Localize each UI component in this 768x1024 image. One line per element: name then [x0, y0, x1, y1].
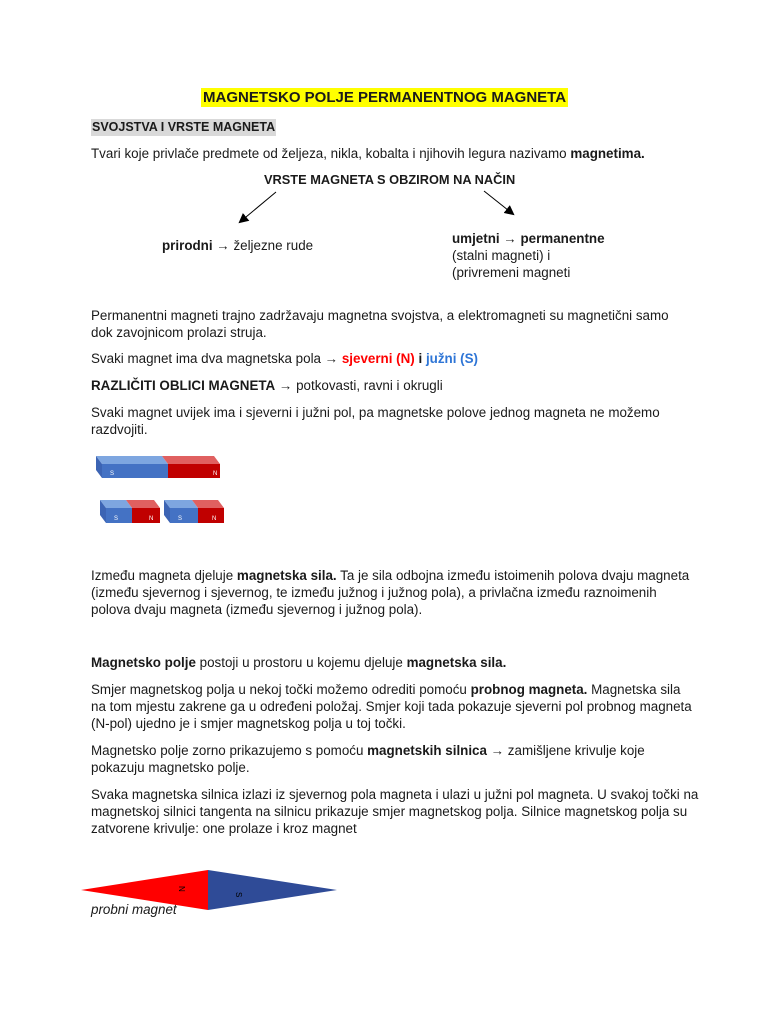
p6-a: Između magneta djeluje [91, 568, 237, 583]
small1-s: S [114, 516, 119, 522]
diagram-left-label [162, 237, 313, 254]
long-bar-magnet [96, 456, 220, 478]
p10-line1: Svaka magnetska silnica izlazi iz sjevernog pola magneta i ulazi u južni pol magneta. U svakoj točki na [91, 787, 699, 802]
p5-line1: Svaki magnet uvijek ima i sjeverni i južni pol, pa magnetske polove jednog magneta ne možemo [91, 405, 660, 420]
left-bold: prirodni [162, 238, 213, 253]
diagram-heading: VRSTE MAGNETA S OBZIROM NA NAČIN [264, 172, 516, 187]
p9-bold: magnetskih silnica [367, 743, 487, 758]
p8-line2: na tom mjestu zakrene ga u određeni položaj. Smjer koji tada pokazuje sjeverni pol probnog magneta [91, 699, 692, 714]
paragraph-field-direction [91, 681, 692, 732]
paragraph-field-definition [91, 654, 506, 671]
paragraph-shapes [91, 377, 443, 394]
arrow-left [240, 192, 276, 222]
page-title: MAGNETSKO POLJE PERMANENTNOG MAGNETA [203, 89, 567, 106]
p8-b: Magnetska sila [587, 682, 681, 697]
p6-bold: magnetska sila. [236, 568, 337, 583]
section-heading: SVOJSTVA I VRSTE MAGNETA [92, 120, 276, 134]
paragraph-field-lines [91, 742, 645, 776]
p6-line2: (između sjevernog i sjevernog, te između južnog i južnog pola), a privlačna između raznoimenih [91, 585, 657, 600]
p8-a: Smjer magnetskog polja u nekoj točki možemo odrediti pomoću [91, 682, 471, 697]
right-bold2: permanentne [520, 231, 605, 246]
p1-text: Tvari koje privlače predmete od željeza, nikla, kobalta i njihovih legura nazivamo [91, 146, 571, 161]
p8-line3: (N-pol) ujedno je i smjer magnetskog polja u toj točki. [91, 716, 406, 731]
diagram-right-label [452, 230, 605, 281]
left-rest: željezne rude [233, 238, 314, 253]
paragraph-inseparable [91, 404, 660, 438]
p1-bold: magnetima. [570, 146, 645, 161]
p8-bold: probnog magneta. [470, 682, 588, 697]
north-pole-label: sjeverni (N) [341, 351, 415, 366]
p9-line2: pokazuju magnetsko polje. [91, 760, 250, 775]
paragraph-permanent [91, 307, 669, 341]
p6-b: Ta je sila odbojna između istoimenih polova dvaju magneta [336, 568, 690, 583]
right-arrow: → [499, 231, 521, 246]
p4-bold: RAZLIČITI OBLICI MAGNETA [91, 378, 276, 393]
arrow-right [484, 191, 513, 214]
right-line4: (privremeni magneti [452, 265, 571, 280]
p3-and: i [414, 351, 426, 366]
p9-a: Magnetsko polje zorno prikazujemo s pomoću [91, 743, 368, 758]
south-pole-label: južni (S) [425, 351, 479, 366]
needle-south-half [208, 870, 337, 910]
small1-n: N [149, 516, 154, 522]
small2-s: S [178, 516, 183, 522]
p2-line2: dok zavojnicom prolazi struja. [91, 325, 267, 340]
long-magnet-n: N [213, 471, 218, 477]
compass-caption: probni magnet [91, 902, 177, 917]
needle-n-label: N [177, 886, 186, 892]
p10-line3: zatvorene krivulje: one prolaze i kroz magnet [91, 821, 357, 836]
small2-n: N [212, 516, 217, 522]
p2-line1: Permanentni magneti trajno zadržavaju magnetna svojstva, a elektromagneti su magnetični samo [91, 308, 669, 323]
right-bold: umjetni [452, 231, 500, 246]
paragraph-poles [91, 350, 478, 367]
p4-arrow: → [275, 378, 297, 393]
p6-line3: polova dvaju magneta (između sjevernog i južnog pola). [91, 602, 423, 617]
p7-bold1: Magnetsko polje [91, 655, 196, 670]
right-line2: (stalni magneti) i [452, 248, 551, 263]
paragraph-field-lines-details [91, 786, 698, 837]
p9-b: → zamišljene krivulje koje [486, 743, 645, 758]
p10-line2: magnetskoj silnici tangenta na silnicu prikazuje smjer magnetskog polja. Silnice magnetskog polja su [91, 804, 688, 819]
p3-text: Svaki magnet ima dva magnetska pola → [91, 351, 342, 366]
p5-line2: razdvojiti. [91, 422, 148, 437]
paragraph-magnetic-force [91, 567, 689, 618]
bar-magnets-illustration [92, 450, 232, 530]
p4-rest: potkovasti, ravni i okrugli [296, 378, 443, 393]
p7-text: postoji u prostoru u kojemu djeluje [195, 655, 407, 670]
left-arrow: → [212, 238, 234, 253]
long-magnet-s: S [110, 471, 115, 477]
needle-s-label: S [234, 892, 243, 898]
p7-bold2: magnetska sila. [406, 655, 507, 670]
